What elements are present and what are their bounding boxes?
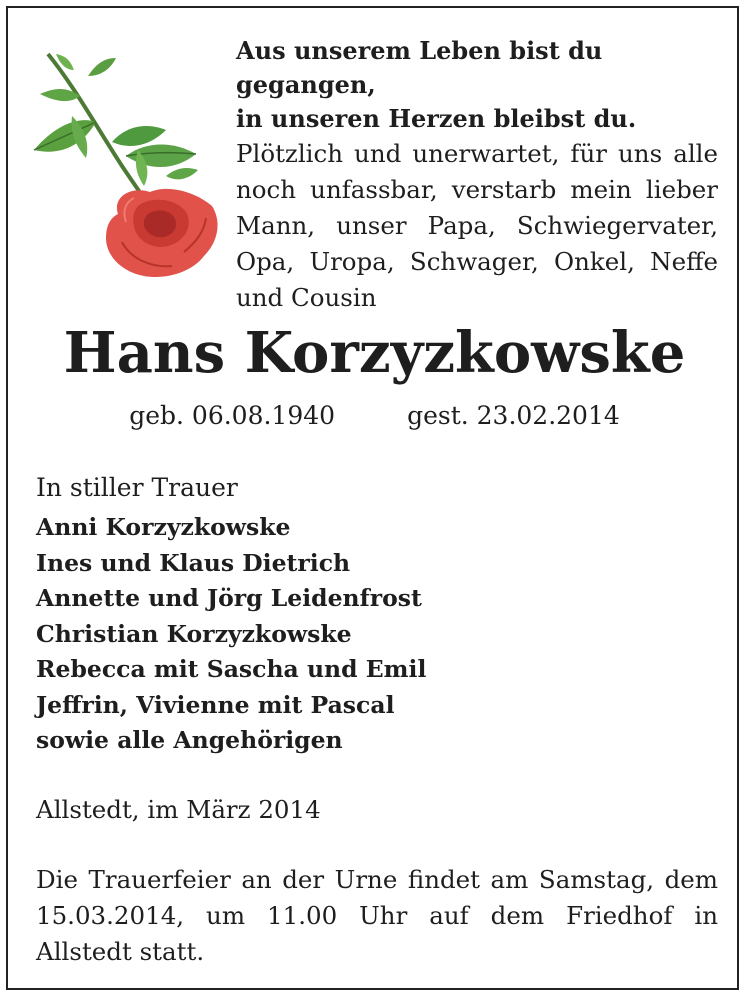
motto-line-1: Aus unserem Leben bist du gegangen, (236, 36, 603, 99)
intro-text: Plötzlich und unerwartet, für uns alle noch unfassbar, verstarb mein lieber Mann, unser Papa, Schwiegervater, Opa, Uropa, Schwager, Onkel, Neffe und Cousin (236, 139, 718, 312)
mourner-name: Christian Korzyzkowske (36, 619, 352, 648)
mourner-name: Ines und Klaus Dietrich (36, 548, 351, 577)
death-date: gest. 23.02.2014 (407, 401, 620, 430)
place-and-date: Allstedt, im März 2014 (36, 795, 321, 824)
funeral-service-info: Die Trauerfeier an der Urne findet am Samstag, dem 15.03.2014, um 11.00 Uhr auf dem Friedhof in Allstedt statt. (36, 865, 718, 966)
mourner-name: Anni Korzyzkowske (36, 513, 291, 541)
life-dates (0, 396, 749, 436)
birth-date: geb. 06.08.1940 (129, 401, 336, 430)
rose-illustration (26, 46, 226, 282)
mourner-name: Annette und Jörg Leidenfrost (36, 584, 422, 612)
mourning-heading: In stiller Trauer (36, 473, 238, 502)
mourners-list (36, 510, 426, 759)
mourner-name: sowie alle Angehörigen (36, 726, 343, 754)
mourner-name: Rebecca mit Sascha und Emil (36, 655, 427, 683)
memorial-motto (236, 34, 720, 136)
deceased-name: Hans Korzyzkowske (63, 320, 686, 386)
motto-line-2: in unseren Herzen bleibst du. (236, 104, 637, 133)
mourner-name: Jeffrin, Vivienne mit Pascal (36, 690, 395, 719)
